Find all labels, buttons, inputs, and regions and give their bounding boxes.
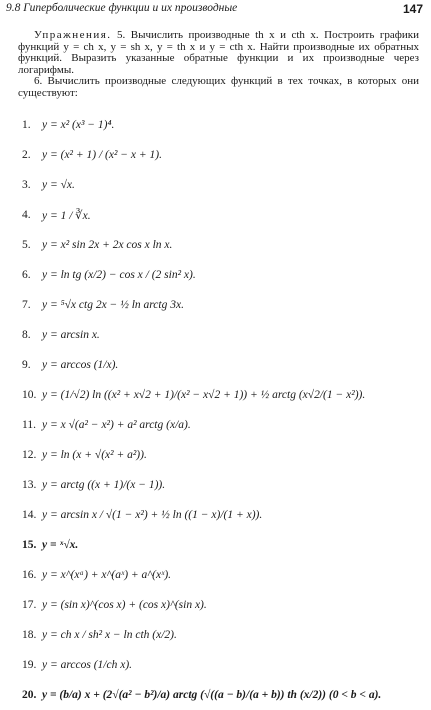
exercise-number: 15. — [22, 539, 37, 551]
exercise-item — [22, 350, 423, 380]
exercise-formula: y = ˣ√x. — [42, 539, 79, 551]
exercise-number: 20. — [22, 689, 37, 701]
exercise-number: 14. — [22, 509, 37, 521]
page-number: 147 — [402, 2, 423, 16]
exercise-formula: y = 1 / ∛x. — [42, 210, 91, 222]
exercise-item — [22, 140, 423, 170]
exercise-item — [22, 680, 423, 710]
exercise-item — [22, 590, 423, 620]
exercise-formula: y = arcsin x / √(1 − x²) + ½ ln ((1 − x)/(1 + x)). — [42, 509, 263, 521]
exercise-item — [22, 500, 423, 530]
exercise-number: 8. — [22, 329, 31, 341]
exercise-formula: y = arccos (1/ch x). — [42, 659, 133, 671]
exercise-item — [22, 110, 423, 140]
exercise-formula: y = ln (x + √(x² + a²)). — [42, 449, 147, 461]
exercise-number: 17. — [22, 599, 37, 611]
exercise-formula: y = (b/a) x + (2√(a² − b²)/a) arctg (√((a − b)/(a + b)) th (x/2)) (0 < b < a). — [42, 689, 382, 701]
exercise-formula: y = x² sin 2x + 2x cos x ln x. — [42, 239, 173, 251]
exercise-formula: y = ch x / sh² x − ln cth (x/2). — [42, 629, 177, 641]
exercise-formula: y = arcsin x. — [42, 329, 100, 341]
header-title: 9.8 Гиперболические функции и их производные — [6, 2, 238, 14]
exercise-formula: y = (1/√2) ln ((x² + x√2 + 1)/(x² − x√2 + 1)) + ½ arctg (x√2/(1 − x²)). — [42, 389, 366, 401]
exercise-item — [22, 530, 423, 560]
exercise-number: 18. — [22, 629, 37, 641]
exercise-formula: y = x √(a² − x²) + a² arctg (x/a). — [42, 419, 191, 431]
exercise-item — [22, 440, 423, 470]
exercise-number: 1. — [22, 119, 31, 131]
exercise-item — [22, 470, 423, 500]
exercise-number: 10. — [22, 389, 37, 401]
exercise-number: 19. — [22, 659, 37, 671]
exercise-number: 7. — [22, 299, 31, 311]
exercise-formula: y = ln tg (x/2) − cos x / (2 sin² x). — [42, 269, 196, 281]
exercise-number: 6. — [22, 269, 31, 281]
exercise-item — [22, 320, 423, 350]
exercise-item — [22, 290, 423, 320]
exercise-formula: y = (sin x)^(cos x) + (cos x)^(sin x). — [42, 599, 207, 611]
exercise-number: 16. — [22, 569, 37, 581]
exercise-item — [22, 620, 423, 650]
running-header — [6, 2, 423, 18]
exercise-5-text: 5. Вычислить производные th x и cth x. Построить графики функций y = ch x, y = sh x, y = th x и y = cth x. Найти производные их обратных функций. Выразить указанные обратные функции и их производные через логарифмы. — [18, 29, 419, 76]
exercise-number: 11. — [22, 419, 36, 431]
exercise-list — [22, 110, 423, 710]
exercise-item — [22, 380, 423, 410]
exercise-item — [22, 410, 423, 440]
exercise-number: 9. — [22, 359, 31, 371]
exercise-formula: y = √x. — [42, 179, 75, 191]
exercises-label: Упражнения. — [34, 29, 112, 41]
exercise-number: 12. — [22, 449, 37, 461]
exercise-formula: y = x^(xᵃ) + x^(aˣ) + a^(xˣ). — [42, 569, 172, 581]
exercise-item — [22, 200, 423, 230]
exercise-item — [22, 170, 423, 200]
exercise-number: 13. — [22, 479, 37, 491]
exercise-formula: y = (x² + 1) / (x² − x + 1). — [42, 149, 162, 161]
exercise-number: 5. — [22, 239, 31, 251]
exercise-item — [22, 650, 423, 680]
exercise-formula: y = ⁵√x ctg 2x − ½ ln arctg 3x. — [42, 299, 184, 311]
exercise-item — [22, 260, 423, 290]
exercise-6-intro: 6. Вычислить производные следующих функций в тех точках, в которых они существуют: — [18, 75, 419, 99]
exercise-item — [22, 230, 423, 260]
exercise-5-paragraph — [18, 30, 419, 76]
exercise-number: 4. — [22, 209, 31, 221]
exercise-item — [22, 560, 423, 590]
exercise-formula: y = arctg ((x + 1)/(x − 1)). — [42, 479, 166, 491]
exercise-formula: y = arccos (1/x). — [42, 359, 119, 371]
exercise-number: 2. — [22, 149, 31, 161]
intro-text — [18, 30, 419, 100]
exercise-number: 3. — [22, 179, 31, 191]
exercise-formula: y = x² (x³ − 1)⁴. — [42, 119, 115, 131]
